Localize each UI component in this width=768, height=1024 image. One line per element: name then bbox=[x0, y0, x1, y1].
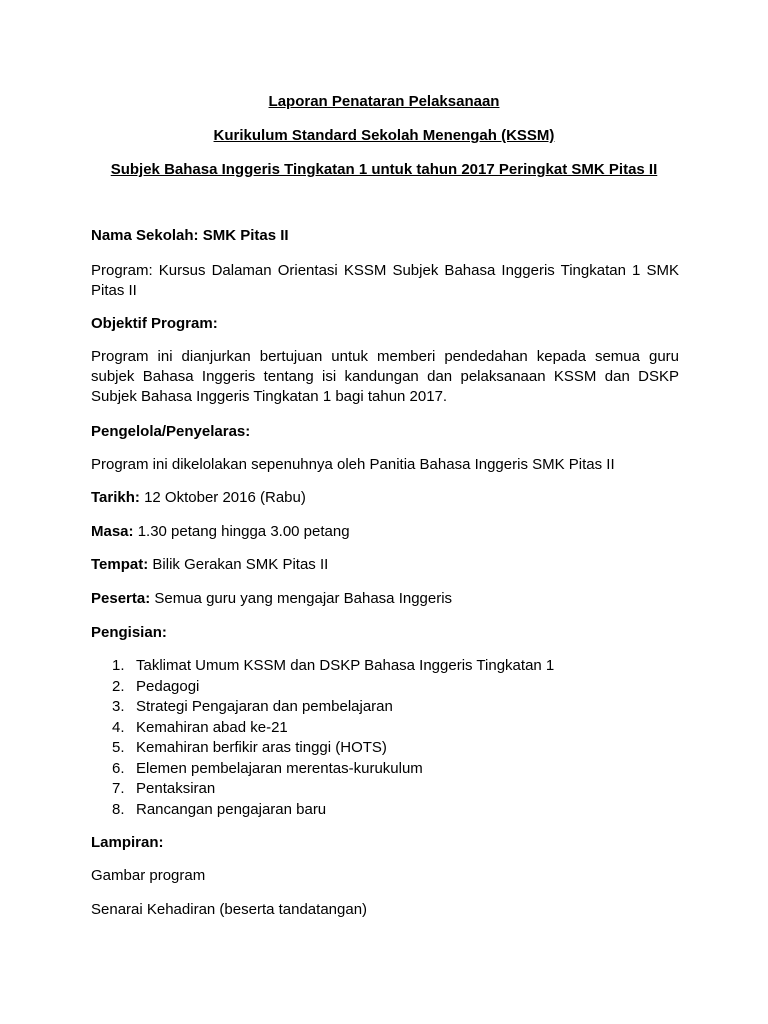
list-item bbox=[91, 800, 679, 821]
list-item-number: 7. bbox=[112, 780, 125, 797]
curriculum-title: Kurikulum Standard Sekolah Menengah (KSSM) bbox=[213, 127, 555, 144]
participants-label: Peserta: bbox=[91, 590, 151, 607]
list-item-number: 2. bbox=[112, 677, 125, 695]
school-name: Nama Sekolah: SMK Pitas II bbox=[91, 227, 289, 244]
list-item bbox=[91, 656, 679, 677]
list-item-number: 3. bbox=[112, 698, 125, 715]
list-item-text: Kemahiran abad ke-21 bbox=[136, 718, 288, 736]
subject-title: Subjek Bahasa Inggeris Tingkatan 1 untuk tahun 2017 Peringkat SMK Pitas II bbox=[110, 161, 658, 178]
list-item bbox=[91, 779, 679, 800]
list-item-number: 8. bbox=[112, 800, 125, 818]
list-item bbox=[91, 697, 679, 718]
list-item-text: Strategi Pengajaran dan pembelajaran bbox=[136, 698, 393, 715]
date-row bbox=[91, 488, 679, 508]
list-item-number: 6. bbox=[112, 759, 125, 777]
objective-text: Program ini dianjurkan bertujuan untuk memberi pendedahan kepada semua guru subjek Bahasa Inggeris tentang isi kandungan dan pelaksanaan KSSM dan DSKP Subjek Bahasa Inggeris Tingkatan 1 bagi tahun 2017. bbox=[91, 348, 679, 405]
list-item-number: 5. bbox=[112, 739, 125, 756]
objective-heading: Objektif Program: bbox=[91, 315, 218, 332]
attachment-item: Senarai Kehadiran (beserta tandatangan) bbox=[91, 901, 368, 918]
place-label: Tempat: bbox=[91, 556, 149, 573]
organizer-text: Program ini dikelolakan sepenuhnya oleh Panitia Bahasa Inggeris SMK Pitas II bbox=[91, 456, 615, 473]
list-item-text: Pentaksiran bbox=[136, 780, 216, 797]
time-value: 1.30 petang hingga 3.00 petang bbox=[133, 523, 350, 540]
time-row bbox=[91, 522, 679, 542]
time-label: Masa: bbox=[91, 523, 134, 540]
list-item-number: 1. bbox=[112, 657, 125, 674]
list-item-text: Rancangan pengajaran baru bbox=[136, 800, 327, 818]
date-label: Tarikh: bbox=[91, 489, 140, 506]
place-value: Bilik Gerakan SMK Pitas II bbox=[148, 556, 329, 573]
list-item-text: Pedagogi bbox=[136, 677, 200, 695]
participants-row bbox=[91, 589, 679, 609]
list-item-text: Kemahiran berfikir aras tinggi (HOTS) bbox=[136, 739, 387, 756]
list-item bbox=[91, 759, 679, 780]
place-row bbox=[91, 555, 679, 575]
organizer-heading: Pengelola/Penyelaras: bbox=[91, 423, 251, 440]
date-value: 12 Oktober 2016 (Rabu) bbox=[139, 489, 306, 506]
content-heading: Pengisian: bbox=[91, 624, 167, 641]
list-item-number: 4. bbox=[112, 718, 125, 736]
list-item-text: Taklimat Umum KSSM dan DSKP Bahasa Inggeris Tingkatan 1 bbox=[136, 657, 555, 674]
list-item bbox=[91, 718, 679, 739]
attachment-item: Gambar program bbox=[91, 867, 206, 884]
report-title: Laporan Penataran Pelaksanaan bbox=[268, 93, 500, 110]
program-description: Program: Kursus Dalaman Orientasi KSSM Subjek Bahasa Inggeris Tingkatan 1 SMK Pitas II bbox=[91, 262, 679, 299]
list-item bbox=[91, 677, 679, 698]
content-list bbox=[91, 656, 679, 820]
list-item bbox=[91, 738, 679, 759]
list-item-text: Elemen pembelajaran merentas-kurukulum bbox=[136, 759, 423, 777]
participants-value: Semua guru yang mengajar Bahasa Inggeris bbox=[150, 590, 453, 607]
attachments-heading: Lampiran: bbox=[91, 834, 164, 851]
